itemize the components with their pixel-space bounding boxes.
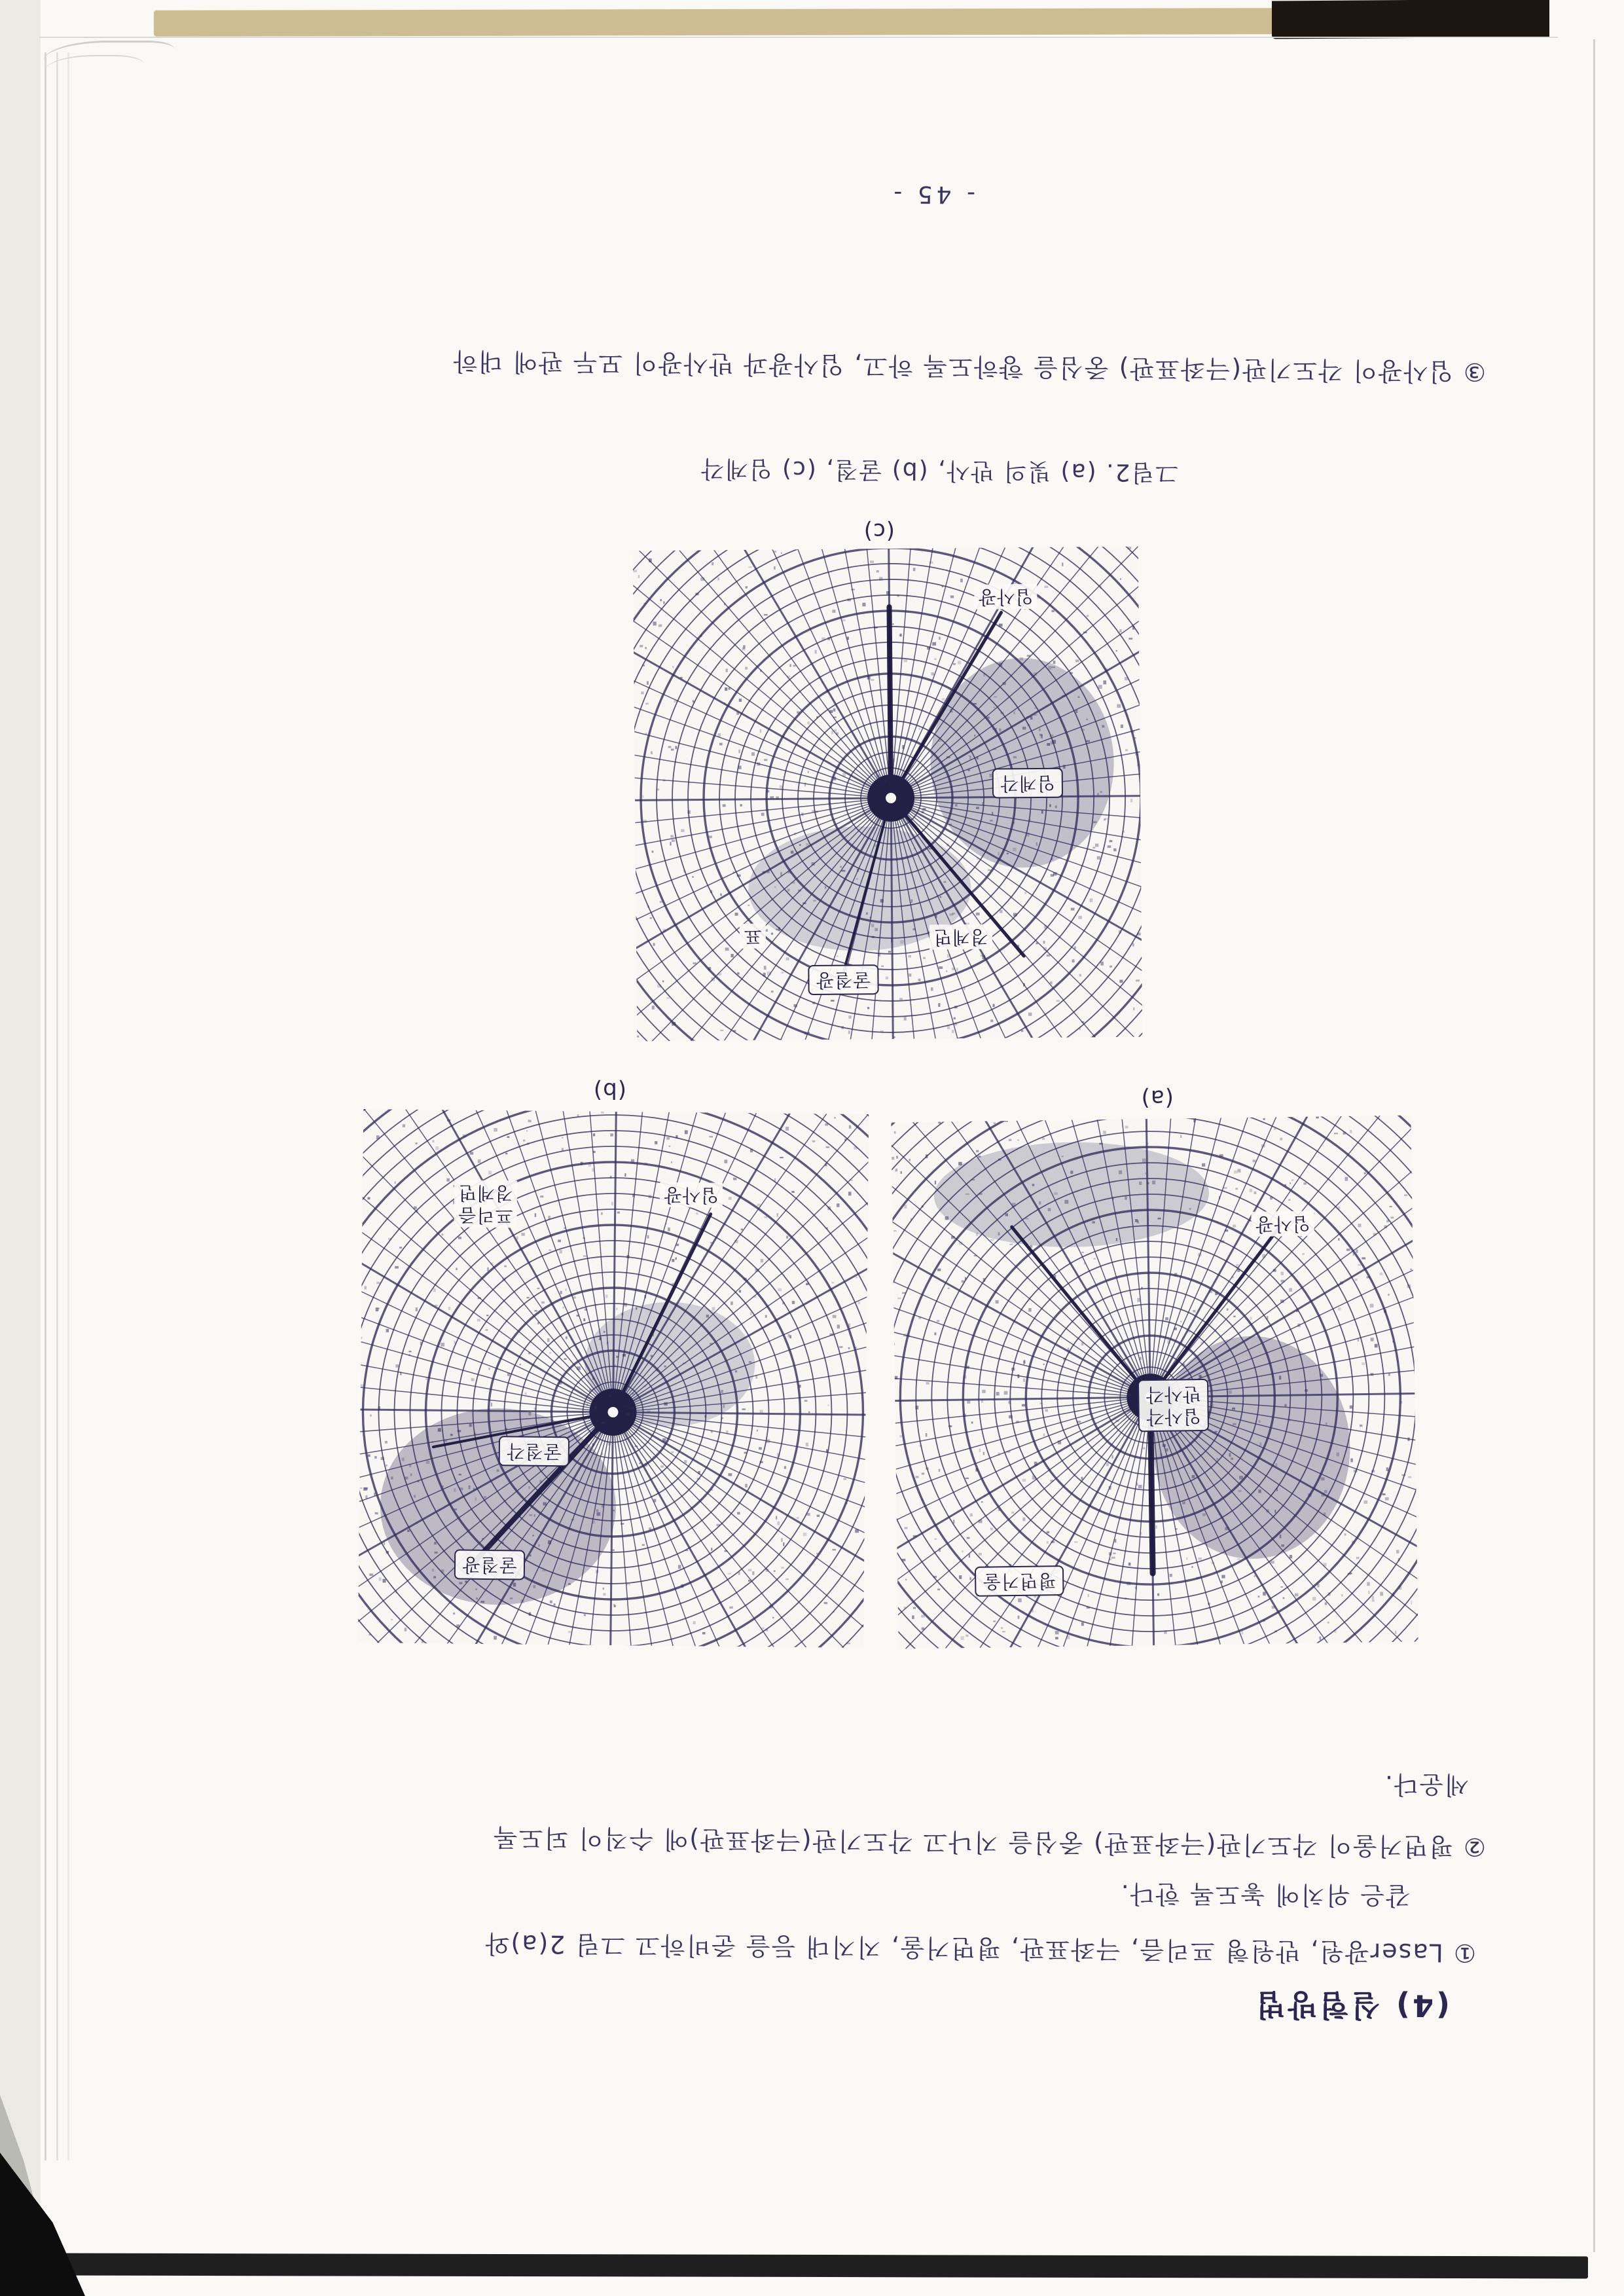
figure-a-reflection-diagram (891, 1115, 1418, 1649)
figure-c-critical-angle-label: 임계각 (992, 768, 1064, 799)
figure-b-refraction-angle-label: 굴절각 (498, 1436, 569, 1467)
step1-line1: ① Laser광원, 반원형 프리즘, 극좌표판, 평면거울, 지지대 등을 준비하고 그림 2(a)와 (484, 1929, 1477, 1968)
figure-c-incident-ray-label: 입사광 (974, 584, 1037, 610)
figure-b-caption-letter: (b) (592, 1077, 626, 1103)
figure-c-refracted-ray-label: 굴절광 (808, 964, 879, 995)
figure-b-prism-boundary-label (454, 1180, 517, 1228)
figure-c-caption-letter: (c) (863, 518, 895, 544)
figure-a-incident-ray-label: 입사광 (1251, 1211, 1314, 1237)
step2-line1: ② 평면거울이 각도기판(극좌표판) 중심을 지나고 각도기판(극좌표판)에 수직이 되도록 (492, 1823, 1487, 1862)
boundary-label: 경계면 (458, 1182, 514, 1205)
figure-c-surface-mark-label: 표 (740, 924, 766, 949)
scan-left-margin (0, 0, 41, 2296)
figure-c-critical-angle-diagram (633, 547, 1143, 1042)
figure-b-refracted-ray-label: 굴절광 (454, 1549, 526, 1580)
scan-page-edge-line (39, 37, 1558, 38)
step2-line2: 세운다. (1383, 1770, 1470, 1800)
figure-b-refraction-diagram (358, 1109, 869, 1648)
step1-line2: 같은 위치에 놓도록 한다. (1119, 1879, 1411, 1910)
scan-right-edge-line (1593, 39, 1595, 2252)
prism-label: 프리즘 (458, 1204, 513, 1227)
incident-angle-label: 입사각 (1146, 1406, 1201, 1429)
page-stack-edge-2 (56, 52, 58, 2160)
scan-top-right-dark-strip (1272, 0, 1549, 39)
step3-line1: ③ 입사광이 각도기판(극좌표판) 중심을 향하도록 하고, 입사광과 반사광이 모두 판에 대하 (452, 346, 1487, 387)
figure-a-angles-label (1138, 1379, 1209, 1432)
reflection-angle-label: 반사각 (1145, 1383, 1201, 1406)
figure-caption: 그림2. (a) 빛의 반사, (b) 굴절, (c) 임계각 (700, 454, 1179, 486)
page-stack-edge-3 (67, 52, 69, 2160)
figure-c-boundary-label: 경계면 (929, 924, 992, 950)
figure-a-caption-letter: (a) (1140, 1085, 1174, 1111)
figure-a-mirror-label: 평면거울 (975, 1565, 1064, 1597)
scan-top-tan-strip (154, 8, 1276, 37)
page-number: - 45 - (890, 180, 976, 208)
section-heading: (4) 실험방법 (1254, 1987, 1451, 2024)
figure-b-incident-ray-label: 입사광 (660, 1182, 723, 1208)
page-stack-edge-1 (45, 52, 46, 2160)
page-curl-edge-2 (46, 55, 144, 85)
scan-bottom-dark-strip (43, 2253, 1588, 2279)
